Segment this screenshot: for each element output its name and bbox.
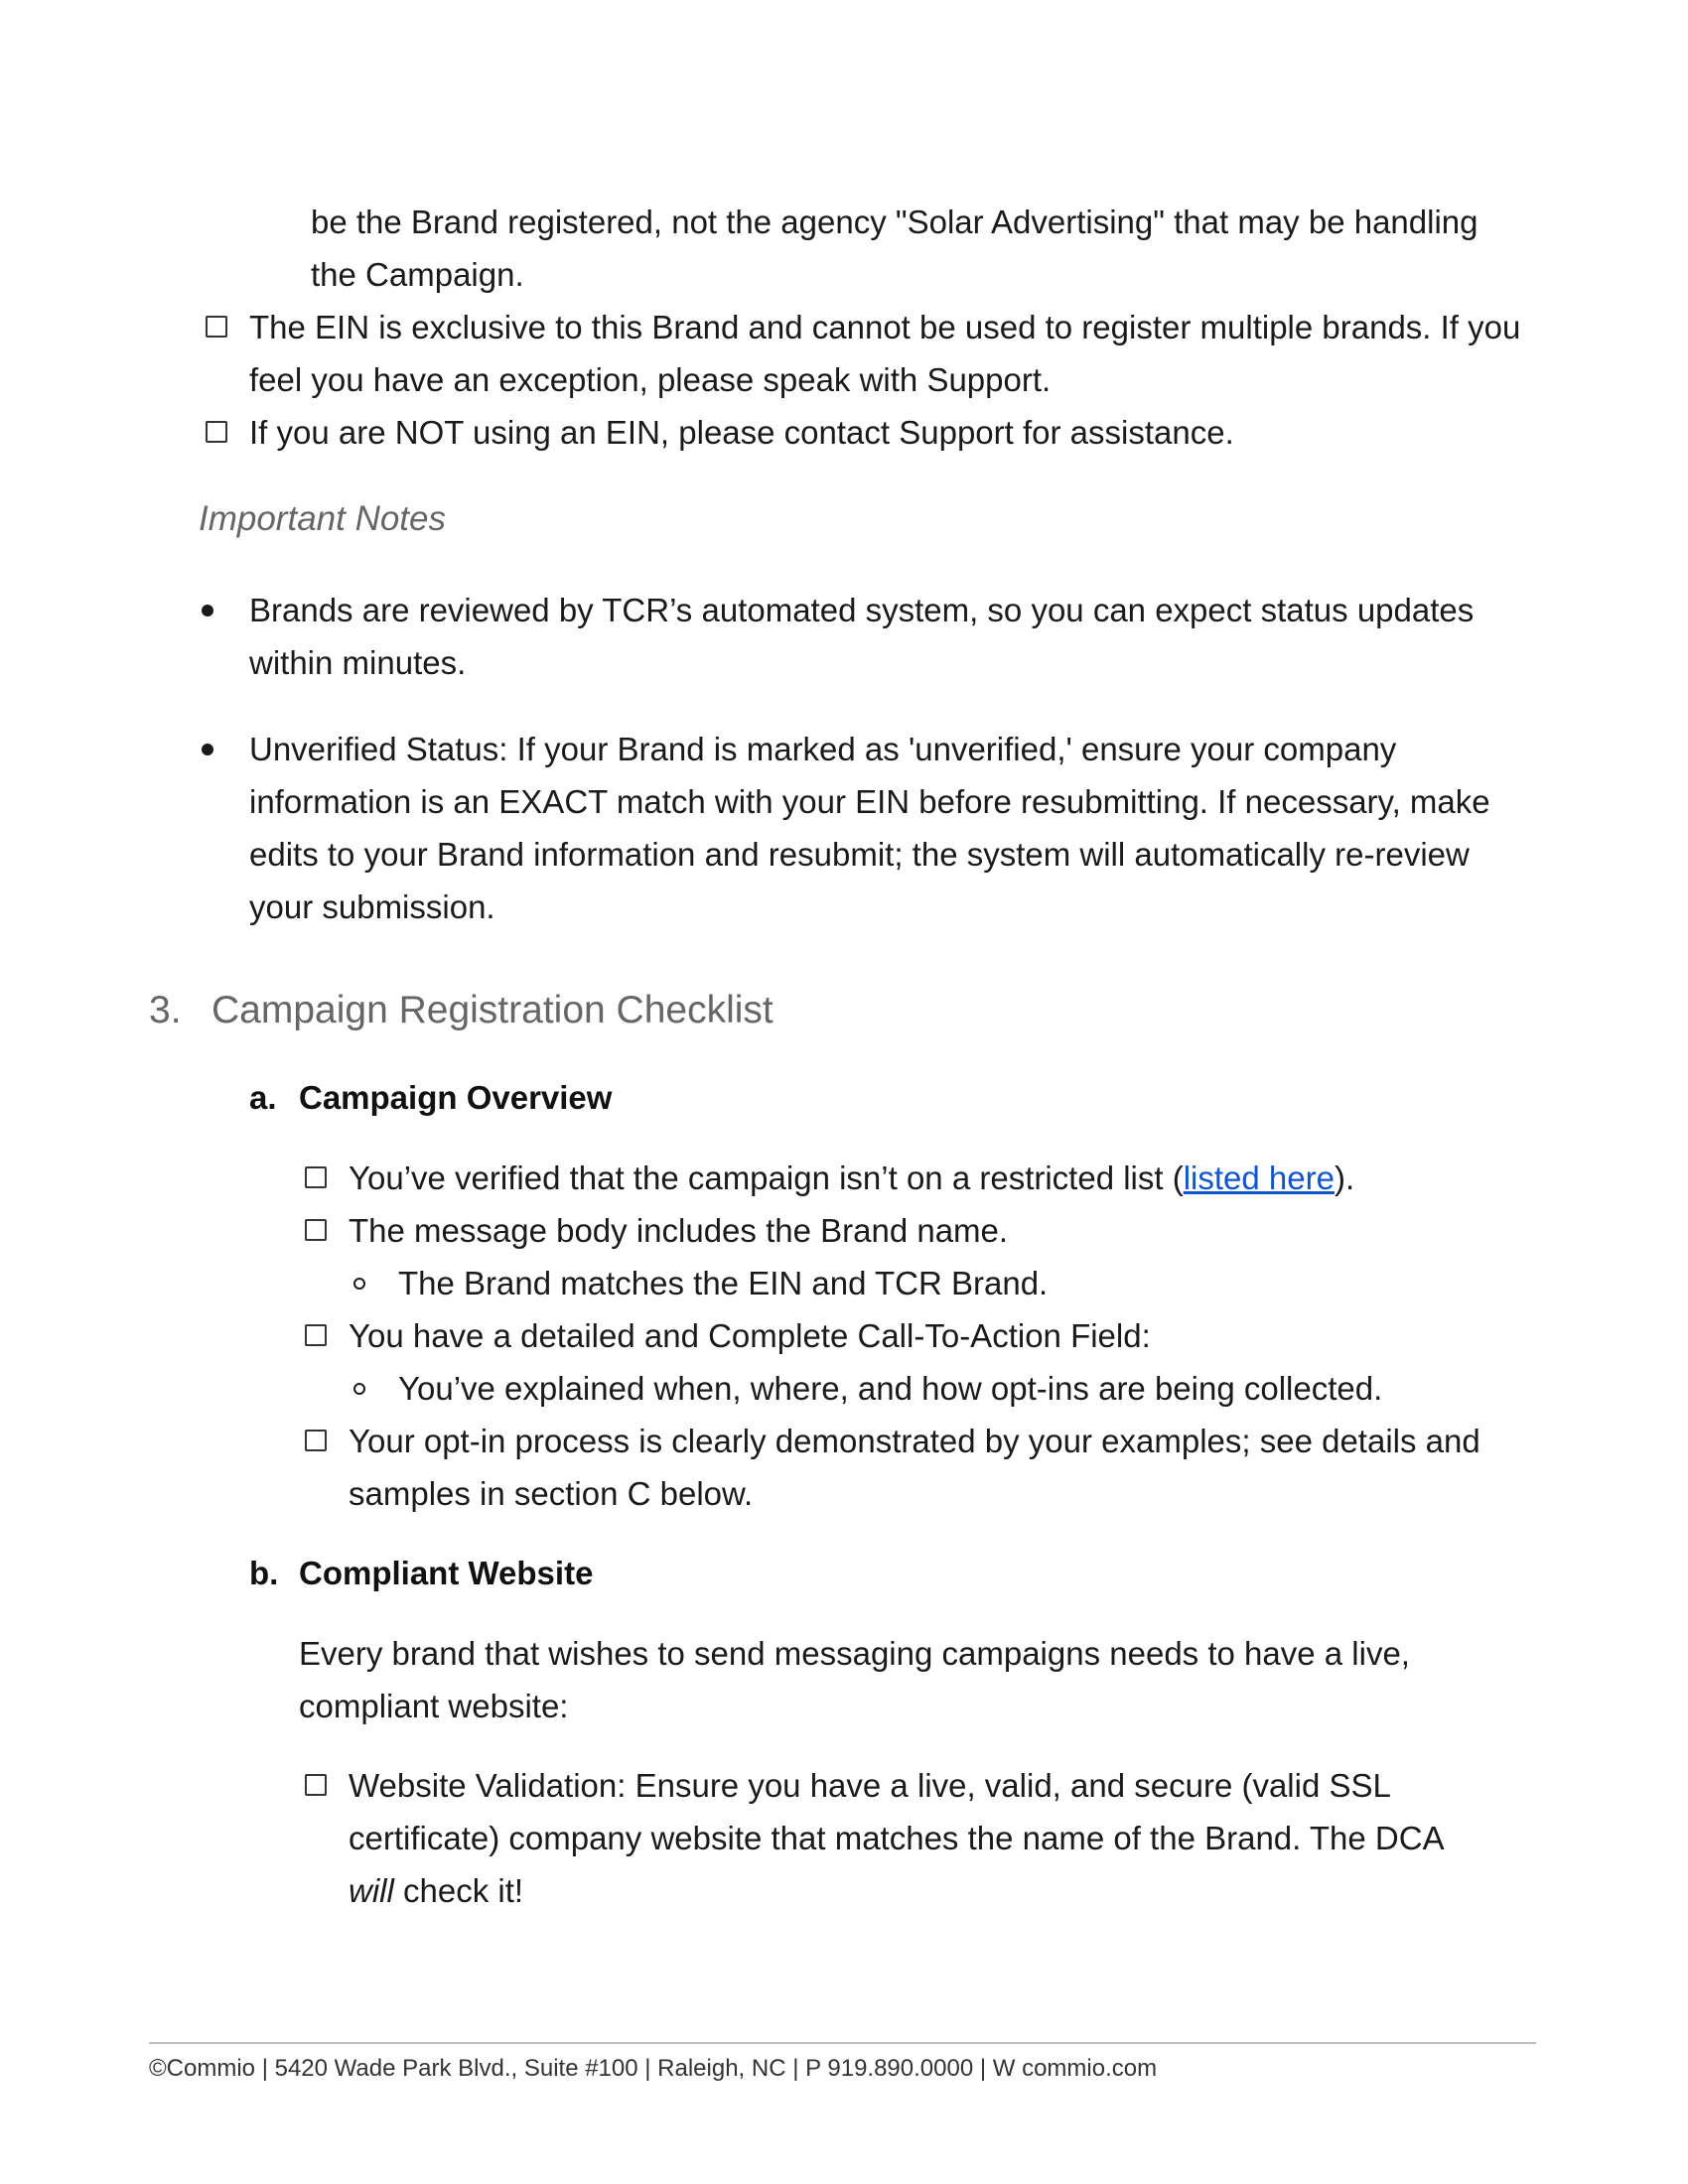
item-cta-field: You have a detailed and Complete Call-To-Action Field: — [349, 1317, 1151, 1354]
checkbox-website-validation[interactable] — [305, 1774, 327, 1796]
item-optin-line-2: samples in section C below. — [349, 1475, 754, 1512]
emphasis-will: will — [349, 1872, 394, 1909]
website-item-line-3 — [349, 1864, 523, 1917]
item-restricted-close: ). — [1334, 1160, 1355, 1196]
bullet-dot — [202, 605, 213, 616]
item-restricted-text: You’ve verified that the campaign isn’t on a restricted list ( — [349, 1160, 1184, 1196]
footer-text: ©Commio | 5420 Wade Park Blvd., Suite #100 | Raleigh, NC | P 919.890.0000 | W commio.com — [149, 2055, 1158, 2082]
checkbox-optin-process[interactable] — [305, 1430, 327, 1451]
section-3-number: 3. — [149, 989, 182, 1031]
website-item-line-1: Website Validation: Ensure you have a live, valid, and secure (valid SSL — [349, 1767, 1391, 1804]
item-optin-explained: You’ve explained when, where, and how opt-ins are being collected. — [398, 1370, 1383, 1407]
note-1-line-1: Brands are reviewed by TCR’s automated system, so you can expect status updates — [249, 592, 1475, 628]
checkbox-brand-name[interactable] — [305, 1219, 327, 1241]
subsection-a-letter: a. — [249, 1079, 277, 1116]
note-1-line-2: within minutes. — [249, 644, 467, 681]
intro-line-1: be the Brand registered, not the agency "Solar Advertising" that may be handling — [311, 204, 1478, 240]
subsection-a-title: Campaign Overview — [299, 1079, 613, 1116]
item-restricted-list — [349, 1152, 1354, 1204]
intro-line-2: the Campaign. — [311, 256, 524, 293]
note-2-line-1: Unverified Status: If your Brand is marked as 'unverified,' ensure your company — [249, 731, 1397, 767]
item-brand-name: The message body includes the Brand name. — [349, 1212, 1009, 1249]
checkbox-cta-field[interactable] — [305, 1324, 327, 1346]
item-brand-match: The Brand matches the EIN and TCR Brand. — [398, 1265, 1049, 1301]
website-item-line-3-rest: check it! — [393, 1872, 524, 1909]
note-2-line-2: information is an EXACT match with your EIN before resubmitting. If necessary, make — [249, 783, 1490, 820]
checkbox-no-ein[interactable] — [206, 421, 227, 443]
section-3-title: Campaign Registration Checklist — [211, 989, 774, 1031]
checkbox-restricted-list[interactable] — [305, 1166, 327, 1188]
website-item-line-2: certificate) company website that matches the name of the Brand. The DCA — [349, 1820, 1445, 1856]
listed-here-link[interactable]: listed here — [1183, 1160, 1335, 1196]
sub-bullet-circle — [353, 1383, 365, 1395]
checklist-no-ein: If you are NOT using an EIN, please contact Support for assistance. — [249, 414, 1234, 451]
item-optin-line-1: Your opt-in process is clearly demonstrated by your examples; see details and — [349, 1423, 1480, 1459]
bullet-dot — [202, 744, 213, 755]
note-2-line-3: edits to your Brand information and resubmit; the system will automatically re-review — [249, 836, 1470, 873]
footer-divider — [149, 2042, 1536, 2044]
checklist-ein-line-1: The EIN is exclusive to this Brand and cannot be used to register multiple brands. If you — [249, 309, 1521, 345]
subsection-b-letter: b. — [249, 1555, 279, 1591]
note-2-line-4: your submission. — [249, 888, 495, 925]
website-para-line-1: Every brand that wishes to send messaging campaigns needs to have a live, — [299, 1635, 1410, 1672]
important-notes-heading: Important Notes — [199, 499, 446, 538]
subsection-b-title: Compliant Website — [299, 1555, 594, 1591]
checklist-ein-line-2: feel you have an exception, please speak with Support. — [249, 361, 1052, 398]
checkbox-ein-exclusive[interactable] — [206, 316, 227, 338]
sub-bullet-circle — [353, 1278, 365, 1290]
website-para-line-2: compliant website: — [299, 1688, 569, 1724]
